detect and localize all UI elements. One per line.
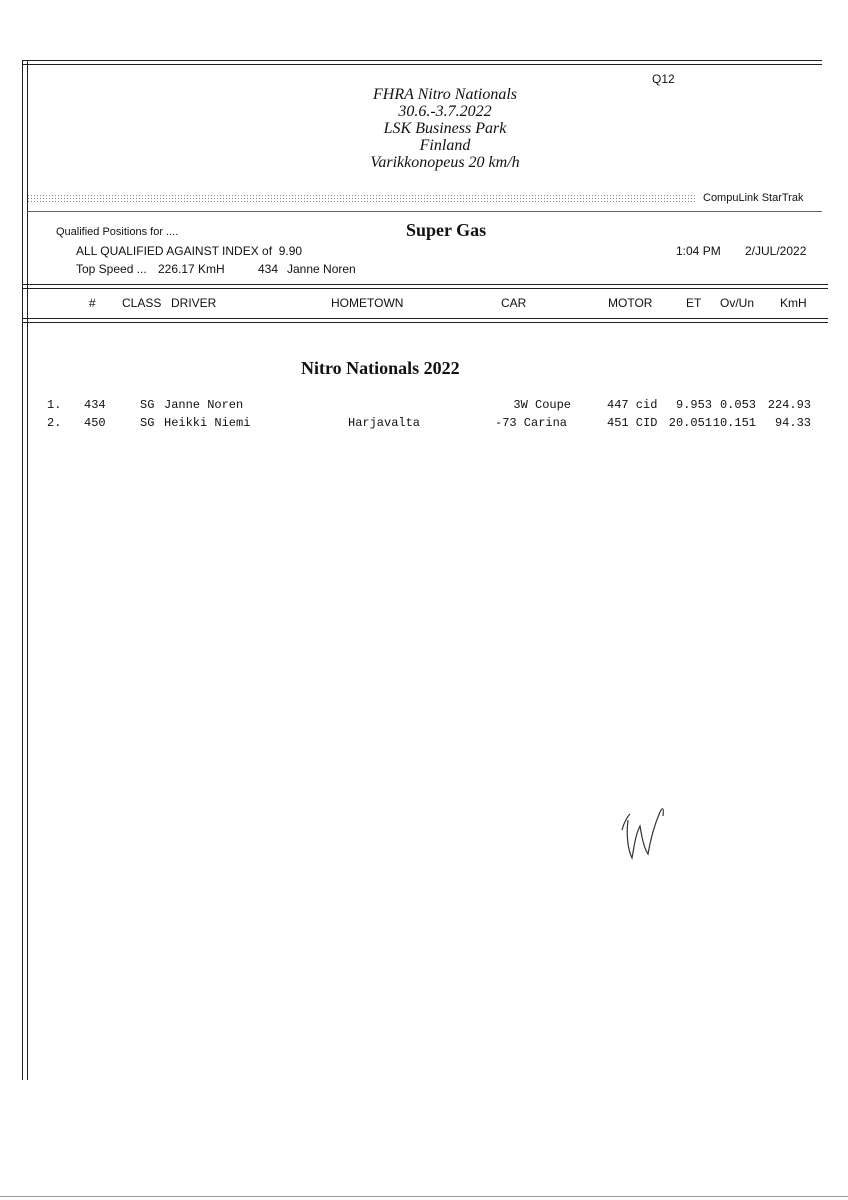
top-border-2: [22, 64, 822, 65]
event-country: Finland: [419, 137, 471, 154]
table-row: [0, 398, 848, 414]
row-hometown: Harjavalta: [348, 416, 421, 430]
col-kmh-header: KmH: [780, 296, 807, 310]
event-dates: 30.6.-3.7.2022: [398, 103, 492, 120]
row-kmh: 94.33: [774, 416, 811, 430]
row-num: 434: [84, 398, 106, 412]
handwritten-signature: [618, 800, 678, 870]
col-et-header: ET: [686, 296, 702, 310]
event-header: [300, 86, 590, 171]
col-motor-header: MOTOR: [608, 296, 653, 310]
table-row: [0, 416, 848, 432]
row-ovun: 0.053: [719, 398, 756, 412]
colhead-bottom-rule: [22, 318, 828, 319]
row-driver: Heikki Niemi: [164, 416, 251, 430]
left-border-outer: [22, 60, 23, 1080]
left-border-inner: [27, 60, 28, 1080]
event-venue: LSK Business Park: [383, 120, 507, 137]
row-pos: 1.: [47, 398, 62, 412]
row-num: 450: [84, 416, 106, 430]
section-title: Nitro Nationals 2022: [301, 358, 460, 378]
top-speed-num: 434: [258, 262, 279, 276]
top-speed-driver: Janne Noren: [287, 262, 356, 276]
row-kmh: 224.93: [767, 398, 811, 412]
colhead-top-rule: [22, 284, 828, 285]
row-driver: Janne Noren: [164, 398, 244, 412]
col-car-header: CAR: [501, 296, 527, 310]
colhead-top-rule-2: [22, 288, 828, 289]
col-ovun-header: Ov/Un: [720, 296, 755, 310]
col-class-header: CLASS: [122, 296, 162, 310]
row-motor: 447 cid: [607, 398, 658, 412]
colhead-bottom-rule-2: [22, 322, 828, 323]
index-text: ALL QUALIFIED AGAINST INDEX of 9.90: [76, 244, 303, 258]
system-brand: CompuLink StarTrak: [703, 192, 804, 204]
row-car: 3W Coupe: [513, 398, 571, 412]
row-class: SG: [140, 416, 155, 430]
row-pos: 2.: [47, 416, 62, 430]
col-num-header: #: [89, 296, 96, 310]
row-ovun: 10.151: [712, 416, 756, 430]
top-speed-label: Top Speed ...: [76, 262, 147, 276]
band-rule: [27, 211, 822, 212]
row-motor: 451 CID: [607, 416, 658, 430]
class-title: Super Gas: [406, 220, 487, 240]
event-pit-speed: Varikkonopeus 20 km/h: [370, 154, 520, 171]
report-time: 1:04 PM: [676, 244, 721, 258]
dotted-band: [27, 194, 697, 202]
col-hometown-header: HOMETOWN: [331, 296, 404, 310]
col-driver-header: DRIVER: [171, 296, 217, 310]
row-class: SG: [140, 398, 155, 412]
top-border: [22, 60, 822, 61]
top-speed-value: 226.17 KmH: [158, 262, 225, 276]
report-date: 2/JUL/2022: [745, 244, 807, 258]
row-et: 9.953: [675, 398, 712, 412]
qualified-label: Qualified Positions for ....: [56, 226, 179, 238]
row-car: -73 Carina: [495, 416, 568, 430]
doc-code: Q12: [652, 72, 675, 86]
event-name: FHRA Nitro Nationals: [372, 86, 517, 103]
bottom-rule: [0, 1196, 848, 1197]
row-et: 20.051: [668, 416, 712, 430]
